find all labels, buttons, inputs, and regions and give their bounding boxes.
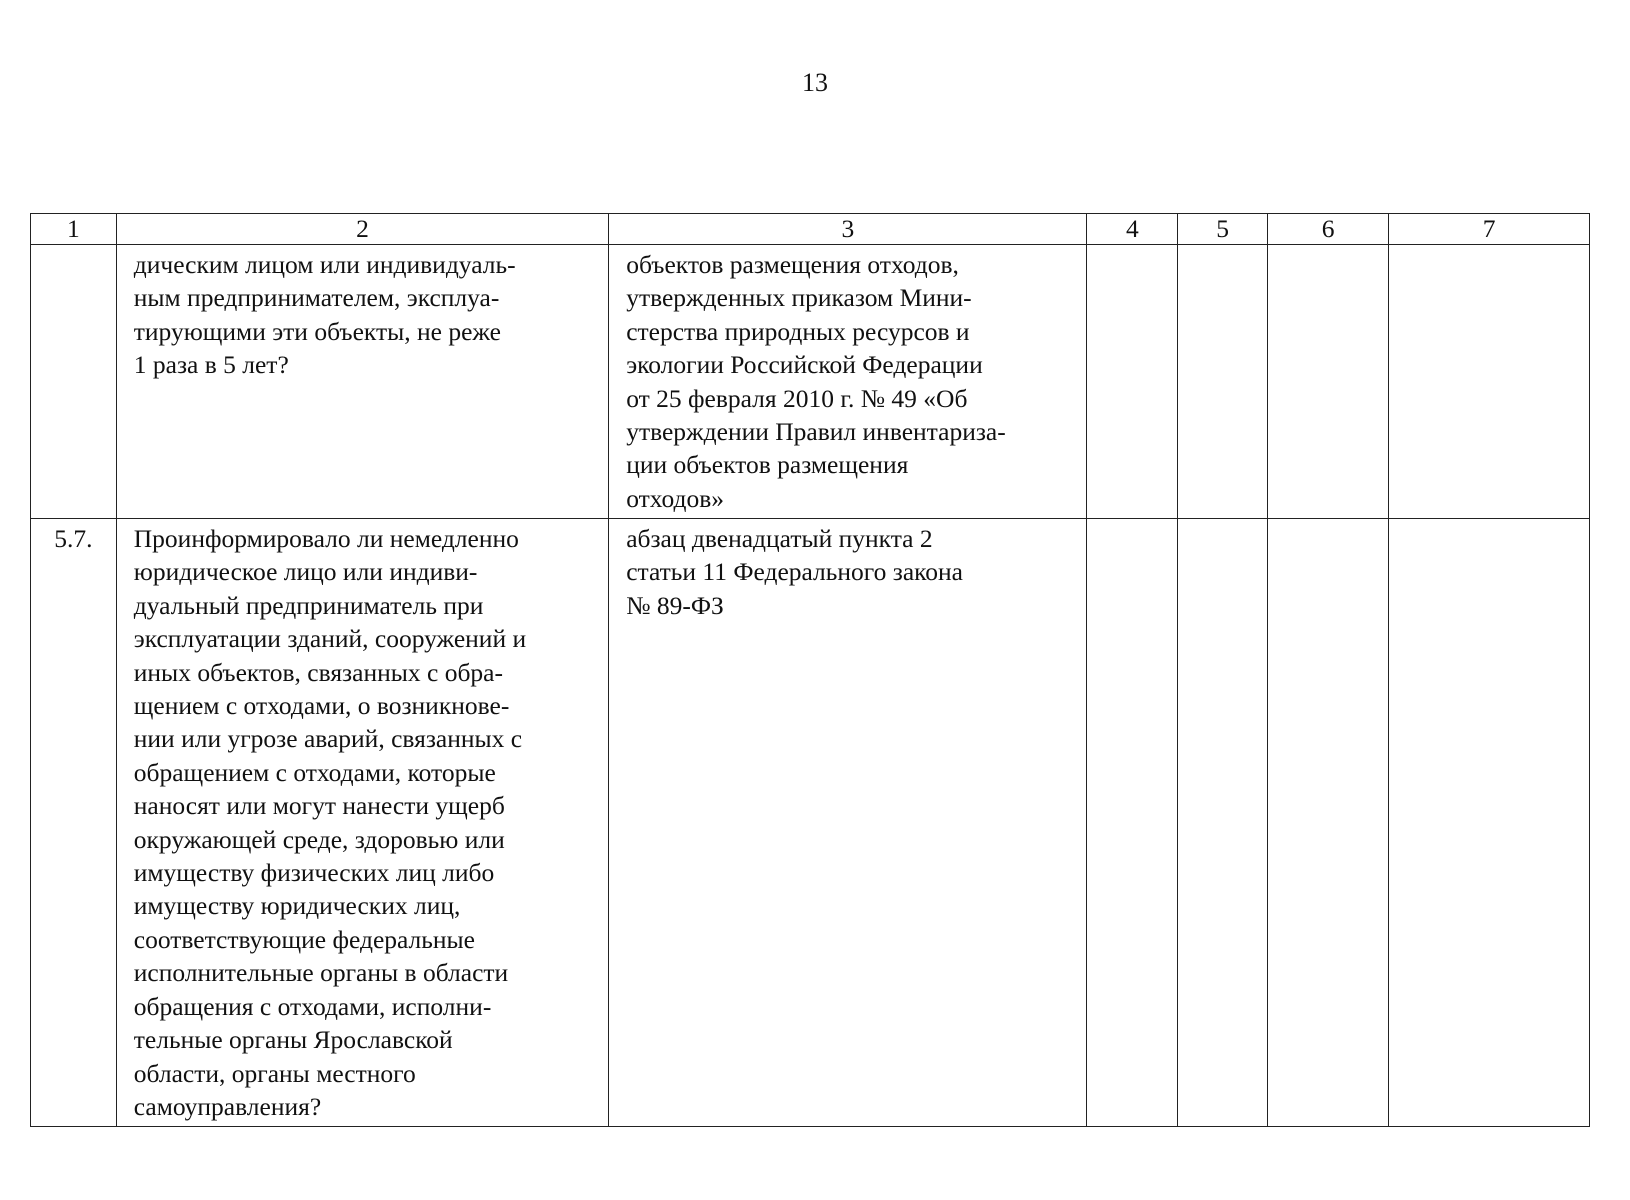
reference-line: стерства природных ресурсов и	[626, 316, 970, 346]
question-line: наносят или могут нанести ущерб	[133, 791, 505, 821]
question-line: 1 раза в 5 лет?	[133, 350, 289, 380]
reference-line: экологии Российской Федерации	[626, 350, 983, 380]
checklist-table	[30, 213, 1590, 1127]
question-line: тельные органы Ярославской	[133, 1025, 453, 1055]
reference-line: от 25 февраля 2010 г. № 49 «Об	[626, 383, 968, 413]
question-line: дическим лицом или индивидуаль-	[133, 250, 516, 279]
header-cell-2: 2	[116, 214, 608, 245]
header-cell-4: 4	[1087, 214, 1178, 245]
question-line: юридическое лицо или индиви-	[133, 557, 478, 587]
reference-line: статьи 11 Федерального закона	[626, 557, 963, 587]
table-row	[31, 519, 1590, 1127]
question-line: имуществу юридических лиц,	[133, 891, 461, 921]
question-line: области, органы местного	[133, 1058, 416, 1088]
header-cell-3: 3	[609, 214, 1087, 245]
question-line: иных объектов, связанных с обра-	[133, 657, 503, 687]
question-line: Проинформировало ли немедленно	[133, 524, 519, 553]
empty-cell-col5	[1178, 245, 1268, 519]
reference-line: утверждении Правил инвентариза-	[626, 417, 1006, 447]
header-cell-6: 6	[1268, 214, 1389, 245]
question-line: самоуправления?	[133, 1091, 322, 1121]
empty-cell-col6	[1268, 245, 1389, 519]
question-line: исполнительные органы в области	[133, 958, 509, 988]
row-number: 5.7.	[31, 519, 117, 1127]
reference-line: отходов»	[626, 483, 725, 513]
question-line: тирующими эти объекты, не реже	[133, 316, 502, 346]
reference-line: ции объектов размещения	[626, 450, 909, 480]
reference-cell	[609, 519, 1087, 1127]
question-line: щением с отходами, о возникнове-	[133, 691, 510, 721]
header-cell-1: 1	[31, 214, 117, 245]
reference-line: абзац двенадцатый пункта 2	[626, 524, 933, 553]
header-cell-7: 7	[1389, 214, 1590, 245]
question-line: обращением с отходами, которые	[133, 757, 496, 787]
question-line: эксплуатации зданий, сооружений и	[133, 624, 527, 654]
question-line: окружающей среде, здоровью или	[133, 824, 505, 854]
question-line: соответствующие федеральные	[133, 924, 476, 954]
question-cell	[116, 245, 608, 519]
header-row	[31, 214, 1590, 245]
table-row	[31, 245, 1590, 519]
reference-line: № 89-ФЗ	[626, 590, 724, 620]
reference-cell	[609, 245, 1087, 519]
empty-cell-col7	[1389, 519, 1590, 1127]
header-cell-5: 5	[1178, 214, 1268, 245]
question-line: ным предпринимателем, эксплуа-	[133, 283, 500, 313]
page-number: 13	[802, 68, 828, 97]
empty-cell-col6	[1268, 519, 1389, 1127]
question-line: обращения с отходами, исполни-	[133, 991, 492, 1021]
question-line: имуществу физических лиц либо	[133, 858, 495, 888]
question-line: нии или угрозе аварий, связанных с	[133, 724, 523, 754]
empty-cell-col4	[1087, 245, 1178, 519]
empty-cell-col5	[1178, 519, 1268, 1127]
reference-line: объектов размещения отходов,	[626, 250, 959, 279]
question-line: дуальный предприниматель при	[133, 590, 484, 620]
empty-cell-col4	[1087, 519, 1178, 1127]
row-number	[31, 245, 117, 519]
question-cell	[116, 519, 608, 1127]
empty-cell-col7	[1389, 245, 1590, 519]
reference-line: утвержденных приказом Мини-	[626, 283, 972, 313]
